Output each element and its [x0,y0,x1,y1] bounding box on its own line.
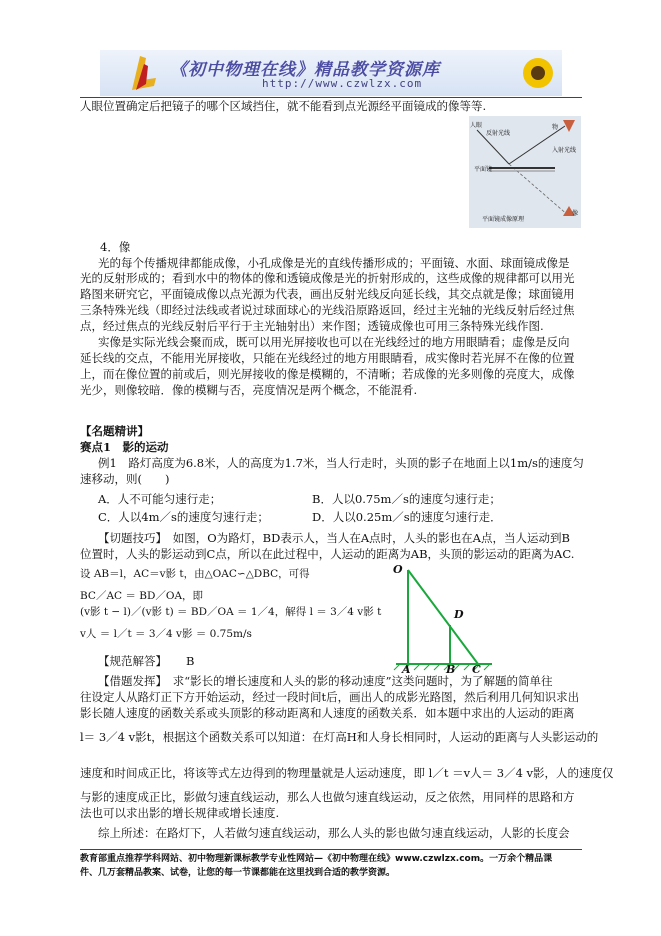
ray-label-right: 入射光线 [552,147,577,154]
lamp-figure [388,560,498,678]
answer-label: 【规范解答】 [98,654,167,668]
point-o-label: O [393,563,403,576]
object-label: 物 [552,124,559,131]
explanation-text: 【借题发挥】 求“影长的增长速度和人头的影的移动速度”这类问题时，为了解题的简单往 [98,674,553,688]
option-a: A．人不可能匀速行走； [98,492,222,506]
footer-line: 教育部重点推荐学科网站、初中物理新课标教学专业性网站—《初中物理在线》www.czwlzx.com。一万余个精品课 [80,854,553,864]
point-d-label: D [454,608,464,621]
point-b-label: B [446,663,456,676]
example-text: 速移动，则( ) [80,472,170,486]
explanation-text: 影长随人速度的函数关系或头顶影的移动距离和人速度的函数关系．如本题中求出的人运动的距离 [80,706,575,720]
header-rule [80,97,582,98]
summary-text: 综上所述：在路灯下，人若做匀速直线运动，那么人头的影也做匀速直线运动，人影的长度会 [98,826,570,840]
mirror-caption: 平面镜成像原理 [482,216,525,223]
mirror-label: 平面镜 [474,166,493,173]
formula-line: v人 ＝ l／t ＝ 3／4 v影 ＝ 0.75m/s [80,628,252,640]
answer-value: B [186,654,195,668]
paragraph-line: 点，经过焦点的光线反射后平行于主光轴射出）来作图；透镜成像也可用三条特殊光线作图. [80,319,544,333]
explanation-text: 速度和时间成正比，将该等式左边得到的物理量就是人运动速度，即 l／t ＝v人＝ 3／4 v影，人的速度仅 [80,766,614,780]
paragraph-line: 光的反射形成的；看到水中的物体的像和透镜成像是光的折射形成的，这些成像的规律都可以用光 [80,271,575,285]
paragraph-line: 上，而在像位置的前或后，则光屏接收的像是模糊的，不清晰；若成像的光多则像的亮度大，成像 [80,367,575,381]
footer-rule [80,849,582,850]
formula-line: (v影 t − l)／(v影 t) ＝ BD／OA ＝ 1／4，解得 l ＝ 3／4 v影 t [80,606,382,618]
point-c-label: C [472,663,481,676]
formula-line: BC／AC ＝ BD／OA，即 [80,590,204,602]
explanation-text: 往设定人从路灯正下方开始运动，经过一段时间t后，画出人的成影光路图，然后利用几何知识求出 [80,690,580,704]
explanation-text: l＝ 3／4 v影t，根据这个函数关系可以知道：在灯高H和人身长相同时，人运动的距离与人头影运动的 [80,730,599,744]
section-title: 【名题精讲】 [80,424,149,438]
paragraph-line: 实像是实际光线会聚而成，既可以用光屏接收也可以在光线经过的地方用眼睛看；虚像是反向 [98,335,570,349]
eye-label: 人眼 [470,122,483,129]
footer-line: 件、几万套精品教案、试卷，让您的每一节课都能在这里找到合适的教学资源。 [80,868,396,878]
banner-url[interactable]: http://www.czwlzx.com [262,77,423,90]
explanation-text: 法也可以求出影的增长规律或增长速度. [80,806,280,820]
subsection-title: 赛点1 影的运动 [80,440,169,454]
example-text: 例1 路灯高度为6.8米，人的高度为1.7米，当人行走时，头顶的影子在地面上以1m/s的速度匀 [98,456,584,470]
tip-text: 【切题技巧】 如图，O为路灯，BD表示人，当人在A点时，人头的影也在A点，当人运动到B [98,531,570,545]
option-b: B．人以0.75m／s的速度匀速行走； [312,492,501,506]
option-c: C．人以4m／s的速度匀速行走； [98,510,269,524]
body-text: 人眼位置确定后把镜子的哪个区域挡住，就不能看到点光源经平面镜成的像等等. [80,99,487,113]
ray-label-left: 反射光线 [486,130,511,137]
tip-text: 位置时，人头的影运动到C点，所以在此过程中，人运动的距离为AB，头顶的影运动的距离为AC. [80,547,575,561]
paragraph-line: 延长线的交点，不能用光屏接收，只能在光线经过的地方用眼睛看，成实像时若光屏不在像的位置 [80,351,575,365]
section-heading: 4．像 [100,240,131,254]
logo-icon [128,50,162,94]
paragraph-line: 三条特殊光线（即经过法线或者说过球面球心的光线沿原路返回，经过主光轴的光线反射后经过焦 [80,303,575,317]
option-d: D．人以0.25m／s的速度匀速行走． [312,510,502,524]
image-label: 像 [572,210,579,217]
banner-title: 《初中物理在线》精品教学资源库 [170,60,440,80]
explanation-text: 与影的速度成正比，影做匀速直线运动，那么人也做匀速直线运动，反之依然，用同样的思路和方 [80,790,575,804]
paragraph-line: 光的每个传播规律都能成像，小孔成像是光的直线传播形成的；平面镜、水面、球面镜成像是 [98,256,570,270]
formula-line: 设 AB＝l，AC＝v影 t，由△OAC∽△DBC，可得 [80,568,310,580]
paragraph-line: 路图来研究它，平面镜成像以点光源为代表，画出反射光线反向延长线，其交点就是像；球面镜用 [80,287,575,301]
point-a-label: A [402,663,411,676]
sunflower-icon [516,52,560,94]
paragraph-line: 光少，则像较暗．像的模糊与否，亮度情况是两个概念，不能混肴. [80,383,418,397]
